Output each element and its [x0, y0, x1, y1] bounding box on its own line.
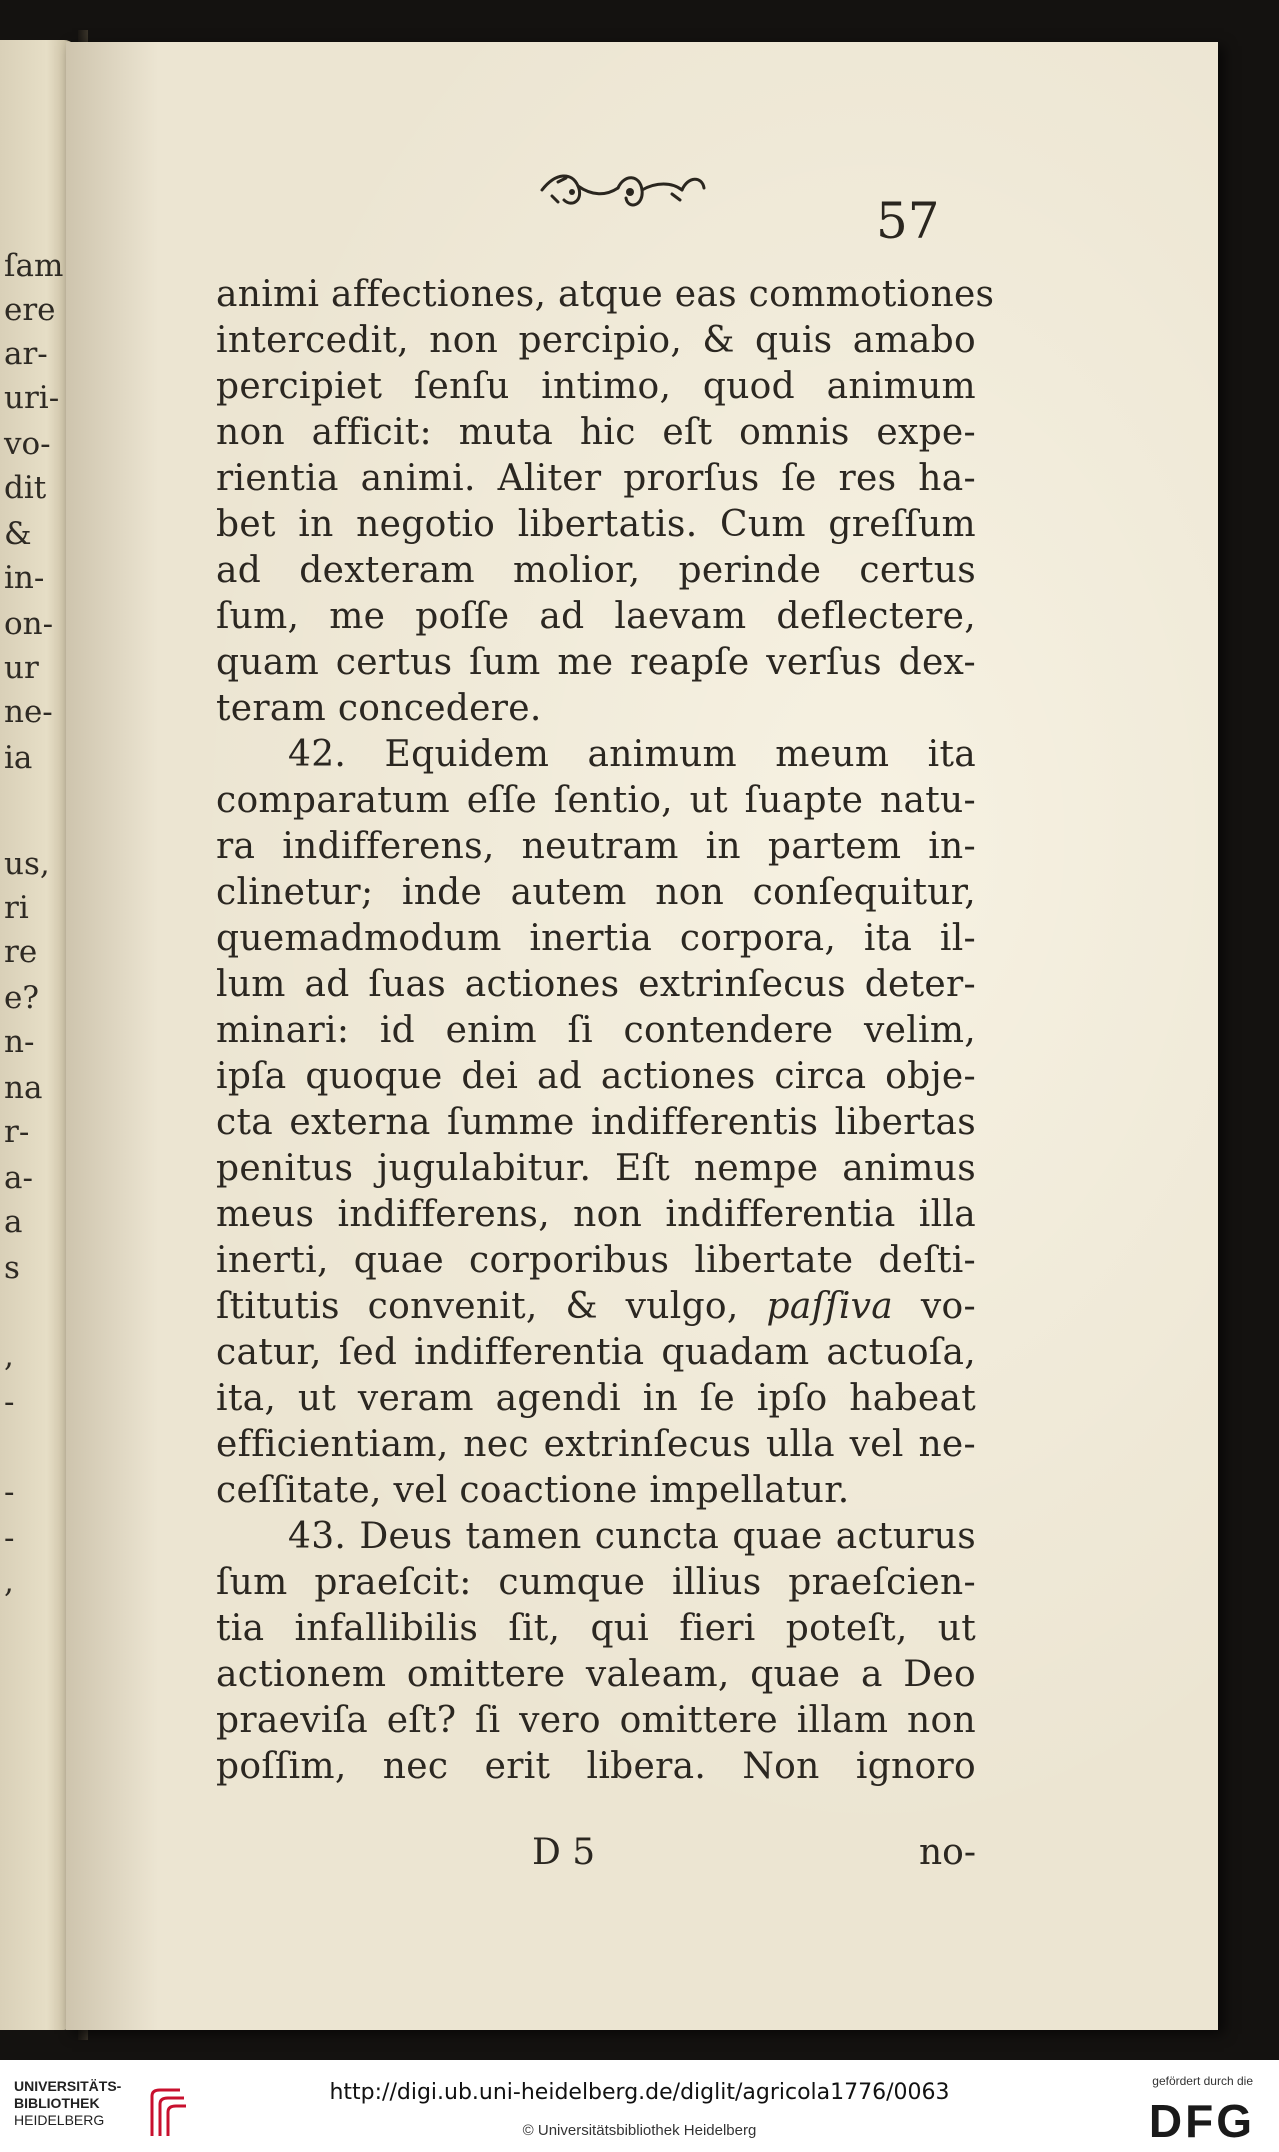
text-segment: ſtitutis convenit, & vulgo,	[216, 1286, 739, 1327]
left-page-fragment: on-	[4, 606, 54, 642]
text-line: comparatum eſſe ſentio, ut ſuapte natu-	[216, 780, 976, 821]
text-line: ita, ut veram agendi in ſe ipſo habeat	[216, 1378, 976, 1419]
left-page-fragment: -	[4, 1474, 15, 1510]
left-page-fragment: dit	[4, 470, 47, 506]
left-page-fragment: n-	[4, 1024, 35, 1060]
body-text	[216, 272, 995, 1790]
paragraph-42-start: 42. Equidem animum meum ita	[288, 734, 976, 775]
permalink-url[interactable]: http://digi.ub.uni-heidelberg.de/diglit/agricola1776/0063	[329, 2080, 950, 2105]
left-page-fragment: ia	[4, 740, 33, 776]
left-page-fragment: in-	[4, 560, 45, 596]
left-page-fragment: s	[4, 1250, 20, 1286]
left-page-fragment: ne-	[4, 694, 53, 730]
left-page-fragment: uri-	[4, 380, 60, 416]
library-name-line: BIBLIOTHEK	[14, 2095, 100, 2111]
text-line-with-italic	[216, 1284, 976, 1330]
page-footer-line	[216, 1832, 976, 1878]
text-line: meus indifferens, non indifferentia illa	[216, 1194, 976, 1235]
text-line: minari: id enim ſi contendere velim,	[216, 1010, 976, 1051]
page-number: 57	[876, 192, 940, 250]
left-page-fragment: ,	[4, 1338, 14, 1374]
left-page-fragment: ur	[4, 650, 39, 686]
left-page-fragment: &	[4, 516, 32, 552]
left-page-fragment: -	[4, 1384, 15, 1420]
text-line: catur, ſed indifferentia quadam actuoſa,	[216, 1332, 976, 1373]
text-line: ad dexteram molior, perinde certus	[216, 550, 976, 591]
text-line: percipiet ſenſu intimo, quod animum	[216, 366, 976, 407]
library-name-line: UNIVERSITÄTS-	[14, 2078, 122, 2094]
text-line: cta externa ſumme indifferentis libertas	[216, 1102, 976, 1143]
text-line: teram concedere.	[216, 688, 542, 729]
text-line: actionem omittere valeam, quae a Deo	[216, 1654, 976, 1695]
left-page-fragment: re	[4, 934, 38, 970]
left-page-fragment: us,	[4, 846, 50, 882]
copyright-notice: © Universitätsbibliothek Heidelberg	[522, 2122, 757, 2139]
text-line: intercedit, non percipio, & quis amabo	[216, 320, 976, 361]
book-page	[66, 42, 1218, 2030]
text-segment: vo-	[920, 1286, 976, 1327]
text-line: bet in negotio libertatis. Cum greſſum	[216, 504, 976, 545]
left-page-fragment: vo-	[4, 426, 51, 462]
left-page-fragment: ere	[4, 292, 56, 328]
text-line: ra indifferens, neutram in partem in-	[216, 826, 976, 867]
left-page-fragment: r-	[4, 1114, 30, 1150]
left-page-fragment: e?	[4, 980, 39, 1016]
left-page-fragment: -	[4, 1520, 15, 1556]
catchword: no-	[918, 1832, 976, 1873]
text-line: non afficit: muta hic eſt omnis expe-	[216, 412, 976, 453]
library-name-line: HEIDELBERG	[14, 2112, 105, 2128]
text-line: ceſſitate, vel coactione impellatur.	[216, 1470, 850, 1511]
left-page-fragment: na	[4, 1070, 43, 1106]
signature-mark: D 5	[532, 1832, 596, 1873]
left-page-fragment: ar-	[4, 336, 48, 372]
text-line: quam certus ſum me reapſe verſus dex-	[216, 642, 976, 683]
funding-note: gefördert durch die	[1152, 2074, 1253, 2088]
left-page-fragment: ſam	[4, 248, 64, 284]
text-line: ſum, me poſſe ad laevam deflectere,	[216, 596, 976, 637]
ornament-vignette-icon	[532, 152, 712, 232]
left-page-fragment: a-	[4, 1160, 33, 1196]
text-line: clinetur; inde autem non conſequitur,	[216, 872, 976, 913]
paragraph-43-start: 43. Deus tamen cuncta quae acturus	[288, 1516, 976, 1557]
text-line: animi affectiones, atque eas commotiones	[216, 274, 995, 315]
text-line: efficientiam, nec extrinſecus ulla vel ne-	[216, 1424, 976, 1465]
text-line: poſſim, nec erit libera. Non ignoro	[216, 1746, 976, 1787]
left-page-fragment: ,	[4, 1564, 14, 1600]
italic-word: paſſiva	[766, 1286, 894, 1327]
text-line: tia infallibilis ſit, qui fieri poteſt, ut	[216, 1608, 976, 1649]
text-line: rientia animi. Aliter prorſus ſe res ha-	[216, 458, 976, 499]
text-line: lum ad ſuas actiones extrinſecus deter-	[216, 964, 976, 1005]
text-line: praeviſa eſt? ſi vero omittere illam non	[216, 1700, 976, 1741]
viewer-footer	[0, 2060, 1279, 2152]
text-line: penitus jugulabitur. Eſt nempe animus	[216, 1148, 976, 1189]
text-line: quemadmodum inertia corpora, ita il-	[216, 918, 976, 959]
text-line: ipſa quoque dei ad actiones circa obje-	[216, 1056, 976, 1097]
left-page-fragment: a	[4, 1204, 23, 1240]
text-line: inerti, quae corporibus libertate deſti-	[216, 1240, 976, 1281]
text-line: ſum praeſcit: cumque illius praeſcien-	[216, 1562, 976, 1603]
dfg-logo[interactable]: DFG	[1148, 2095, 1255, 2147]
left-page-fragment: ri	[4, 890, 29, 926]
